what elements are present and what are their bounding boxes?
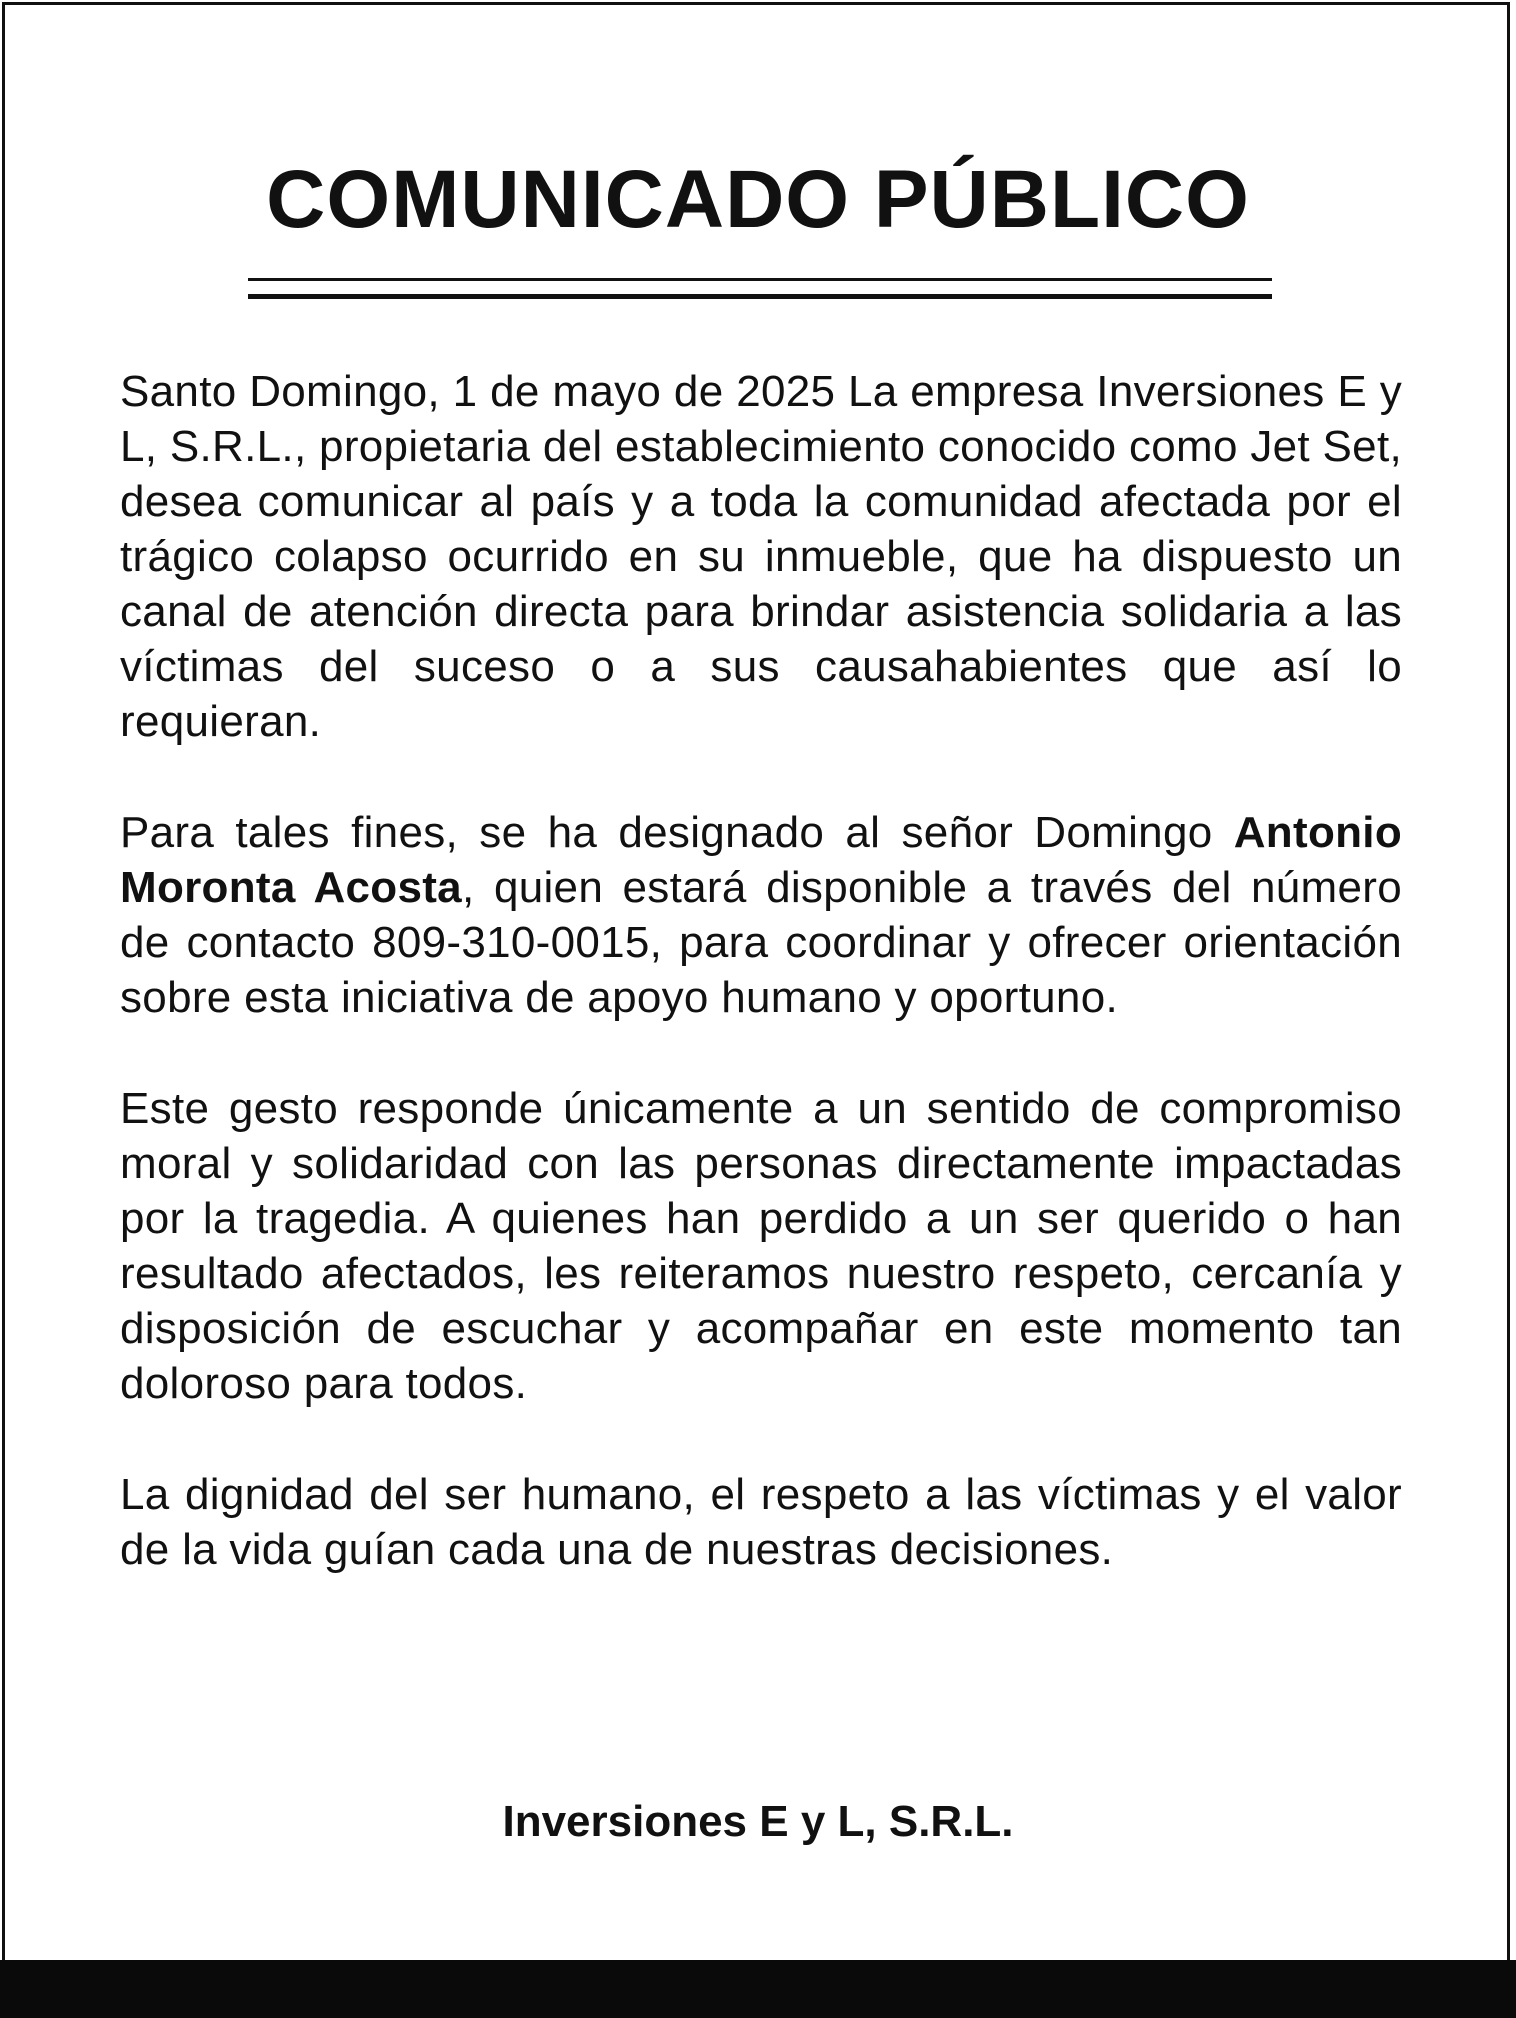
- contact-text-start: Para tales fines, se ha designado al señor Domingo: [120, 808, 1234, 857]
- page-title: COMUNICADO PÚBLICO: [266, 154, 1250, 245]
- paragraph-closing: La dignidad del ser humano, el respeto a las víctimas y el valor de la vida guían cada una de nuestras decisiones.: [120, 1470, 1402, 1574]
- statement-body: [120, 364, 1402, 1633]
- paragraph-intro: Santo Domingo, 1 de mayo de 2025 La empresa Inversiones E y L, S.R.L., propietaria del establecimiento conocido como Jet Set, desea comunicar al país y a toda la comunidad afectada por el trágico colapso ocurrido en su inmueble, que ha dispuesto un canal de atención directa para brindar asistencia solidaria a las víctimas del suceso o a sus causahabientes que así lo requieran.: [120, 367, 1402, 746]
- contact-person-name: Antonio Moronta Acosta: [120, 808, 1402, 912]
- paragraph-contact: [120, 805, 1402, 1025]
- title-divider-thick: [248, 294, 1272, 299]
- signature: Inversiones E y L, S.R.L.: [502, 1797, 1014, 1846]
- bottom-bar: [0, 1960, 1516, 2018]
- contact-text-end: , quien estará disponible a través del número de contacto 809-310-0015, para coordinar y ofrecer orientación sobre esta iniciativa de apoyo humano y oportuno.: [120, 863, 1402, 1022]
- paragraph-commitment: Este gesto responde únicamente a un sentido de compromiso moral y solidaridad con las personas directamente impactadas por la tragedia. A quienes han perdido a un ser querido o han resultado afectados, les reiteramos nuestro respeto, cercanía y disposición de escuchar y acompañar en este momento tan doloroso para todos.: [120, 1084, 1402, 1408]
- title-divider-thin: [248, 278, 1272, 281]
